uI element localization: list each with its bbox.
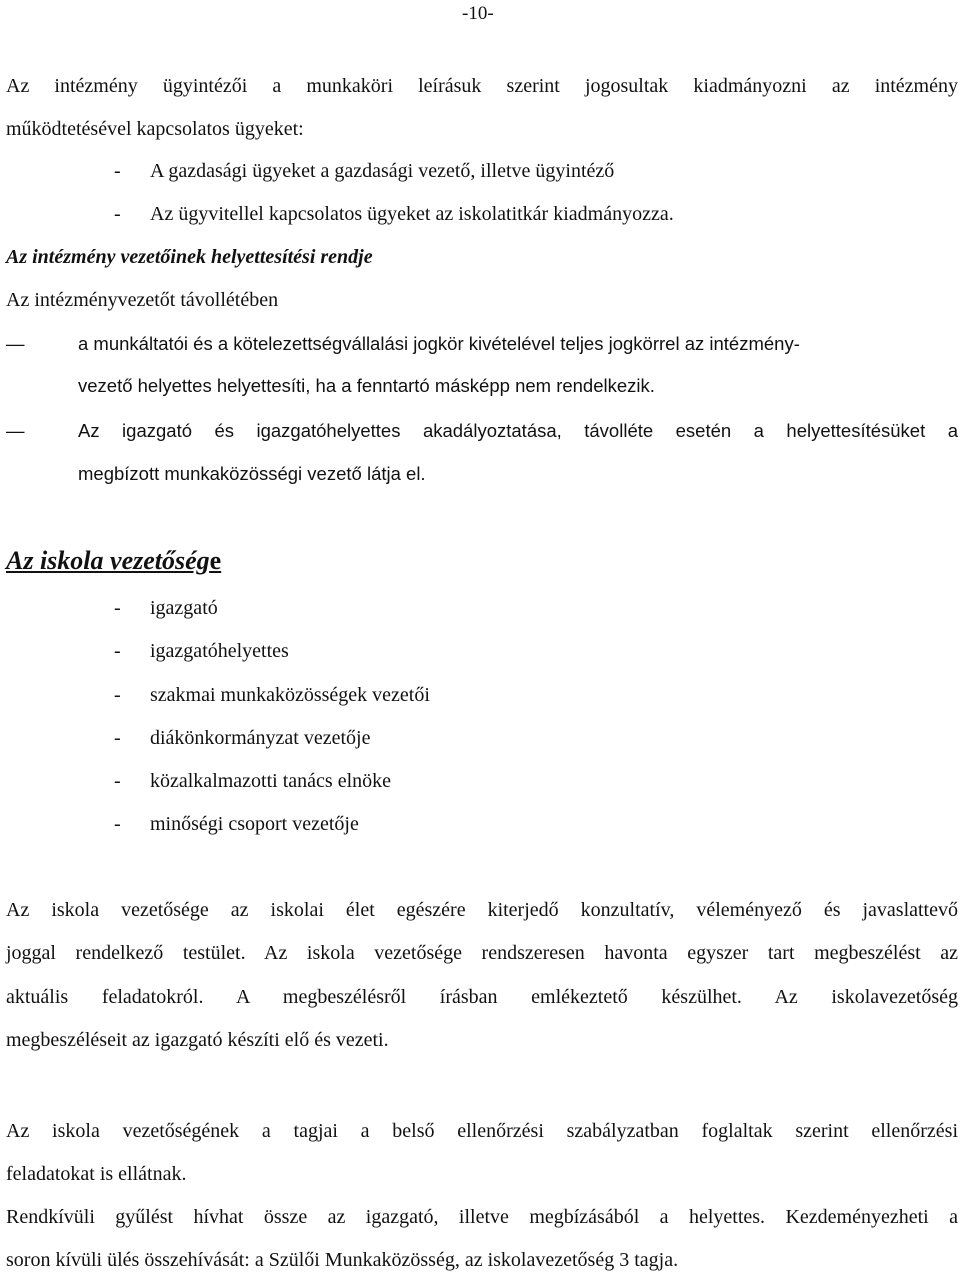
deputy-item-2-line-2: megbízott munkaközösségi vezető látja el. bbox=[78, 463, 426, 484]
leadership-member-text: szakmai munkaközösségek vezetői bbox=[150, 684, 430, 706]
p1-line-2: joggal rendelkező testület. Az iskola vezetősége rendszeresen havonta egyszer tart megbeszélést az bbox=[6, 942, 958, 964]
leadership-member-text: diákönkormányzat vezetője bbox=[150, 727, 371, 749]
dash-bullet: - bbox=[114, 813, 121, 835]
dash-bullet: - bbox=[114, 770, 121, 792]
p2-line-2: feladatokat is ellátnak. bbox=[6, 1163, 187, 1185]
deputy-item-2 bbox=[6, 420, 958, 442]
p1-line-4: megbeszéléseit az igazgató készíti elő és vezeti. bbox=[6, 1029, 389, 1051]
intro-line-2: működtetésével kapcsolatos ügyeket: bbox=[6, 118, 304, 140]
dash-bullet: - bbox=[114, 684, 121, 706]
deputy-lead: Az intézményvezetőt távollétében bbox=[6, 289, 279, 311]
p2-line-1: Az iskola vezetőségének a tagjai a belső ellenőrzési szabályzatban foglaltak szerint ellenőrzési bbox=[6, 1120, 958, 1142]
dash-bullet: - bbox=[114, 597, 121, 619]
dash-bullet: - bbox=[114, 203, 121, 225]
dash-bullet: - bbox=[114, 160, 121, 182]
leadership-member bbox=[114, 813, 359, 836]
leadership-member bbox=[114, 727, 370, 750]
deputy-item-1-line-1: a munkáltatói és a kötelezettségvállalási jogkör kivételével teljes jogkörrel az intézmény- bbox=[78, 333, 800, 354]
deputy-item-1-line-2: vezető helyettes helyettesíti, ha a fenntartó másképp nem rendelkezik. bbox=[78, 375, 655, 396]
em-dash-bullet: — bbox=[6, 333, 25, 354]
p1-line-3: aktuális feladatokról. A megbeszélésről írásban emlékeztető készülhet. Az iskolavezetőség bbox=[6, 986, 958, 1008]
leadership-member bbox=[114, 770, 391, 793]
leadership-member bbox=[114, 597, 218, 620]
intro-line-1: Az intézmény ügyintézői a munkaköri leírásuk szerint jogosultak kiadmányozni az intézmény bbox=[6, 75, 958, 97]
leadership-heading-tail: e bbox=[209, 546, 222, 575]
deputy-heading: Az intézmény vezetőinek helyettesítési rendje bbox=[6, 246, 373, 268]
leadership-member-text: minőségi csoport vezetője bbox=[150, 813, 359, 835]
page-number: -10- bbox=[462, 3, 494, 24]
leadership-member bbox=[114, 640, 289, 663]
p1-line-1: Az iskola vezetősége az iskolai élet egészére kiterjedő konzultatív, véleményező és javaslattevő bbox=[6, 899, 958, 921]
leadership-member bbox=[114, 684, 430, 707]
p3-line-2: soron kívüli ülés összehívását: a Szülői Munkaközösség, az iskolavezetőség 3 tagja. bbox=[6, 1249, 679, 1271]
deputy-item-2-line-1: Az igazgató és igazgatóhelyettes akadályoztatása, távolléte esetén a helyettesítésüket a bbox=[78, 420, 958, 441]
deputy-item-1 bbox=[6, 333, 800, 355]
leadership-heading-main: Az iskola vezetőség bbox=[6, 546, 210, 575]
leadership-member-text: közalkalmazotti tanács elnöke bbox=[150, 770, 392, 792]
intro-list-item bbox=[114, 203, 674, 226]
leadership-member-text: igazgató bbox=[150, 597, 218, 619]
dash-bullet: - bbox=[114, 640, 121, 662]
leadership-heading bbox=[6, 546, 221, 576]
em-dash-bullet: — bbox=[6, 420, 25, 441]
leadership-member-text: igazgatóhelyettes bbox=[150, 640, 289, 662]
intro-list-item bbox=[114, 160, 614, 183]
dash-bullet: - bbox=[114, 727, 121, 749]
p3-line-1: Rendkívüli gyűlést hívhat össze az igazgató, illetve megbízásából a helyettes. Kezdeményezheti a bbox=[6, 1206, 958, 1228]
intro-list-item-text: A gazdasági ügyeket a gazdasági vezető, illetve ügyintéző bbox=[150, 160, 615, 182]
intro-list-item-text: Az ügyvitellel kapcsolatos ügyeket az iskolatitkár kiadmányozza. bbox=[150, 203, 674, 225]
